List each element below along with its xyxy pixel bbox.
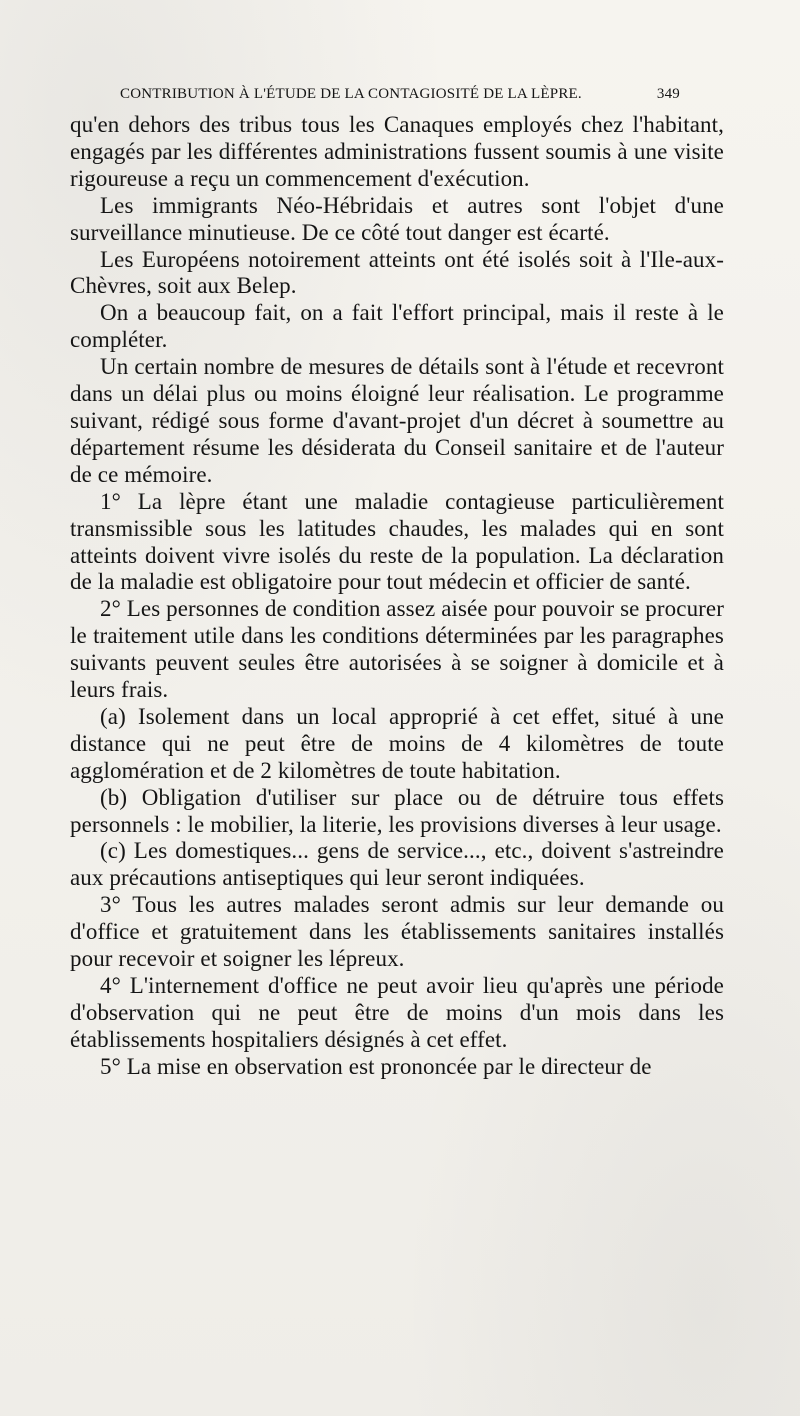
paragraph-continuation: qu'en dehors des tribus tous les Canaques employés chez l'habitant, engagés par les différentes administrations fussent soumis à une visite rigoureuse a reçu un commencement d'exécution.	[70, 112, 724, 191]
paragraph-item-1: 1° La lèpre étant une maladie contagieuse particulièrement transmissible sous les latitudes chaudes, les malades qui en sont atteints doivent vivre isolés du reste de la population. La déclaration de la maladie est obligatoire pour tout médecin et officier de santé.	[70, 488, 724, 595]
body-text	[70, 112, 724, 1081]
paragraph-measures: Un certain nombre de mesures de détails sont à l'étude et recevront dans un délai plus ou moins éloigné leur réalisation. Le programme suivant, rédigé sous forme d'avant-projet d'un décret à soumettre au département résume les désiderata du Conseil sanitaire et de l'auteur de ce mémoire.	[70, 354, 724, 487]
paragraph-item-a: (a) Isolement dans un local approprié à cet effet, situé à une distance qui ne peut être de moins de 4 kilomètres de toute agglomération et de 2 kilomètres de toute habitation.	[70, 703, 724, 783]
paragraph-item-5: 5° La mise en observation est prononcée par le directeur de	[100, 1053, 652, 1079]
paragraph-item-2: 2° Les personnes de condition assez aisée pour pouvoir se procurer le traitement utile dans les conditions déterminées par les paragraphes suivants peuvent seules être autorisées à se soigner à domicile et à leurs frais.	[70, 596, 724, 703]
paragraph-europeans: Les Européens notoirement atteints ont été isolés soit à l'Ile-aux-Chèvres, soit aux Belep.	[70, 246, 724, 299]
running-title: CONTRIBUTION À L'ÉTUDE DE LA CONTAGIOSITÉ DE LA LÈPRE.	[120, 86, 582, 102]
paragraph-item-c: (c) Les domestiques... gens de service..., etc., doivent s'astreindre aux précautions antiseptiques qui leur seront indiquées.	[70, 838, 724, 891]
paragraph-item-3: 3° Tous les autres malades seront admis sur leur demande ou d'office et gratuitement dans les établissements sanitaires installés pour recevoir et soigner les lépreux.	[70, 892, 724, 972]
paragraph-immigrants: Les immigrants Néo-Hébridais et autres sont l'objet d'une surveillance minutieuse. De ce côté tout danger est écarté.	[70, 192, 724, 245]
paragraph-item-4: 4° L'internement d'office ne peut avoir lieu qu'après une période d'observation qui ne peut être de moins d'un mois dans les établissements hospitaliers désignés à cet effet.	[70, 973, 724, 1052]
page-number: 349	[656, 86, 680, 102]
paragraph-effort: On a beaucoup fait, on a fait l'effort principal, mais il reste à le compléter.	[70, 300, 724, 353]
paragraph-item-b: (b) Obligation d'utiliser sur place ou de détruire tous effets personnels : le mobilier, la literie, les provisions diverses à leur usage.	[70, 784, 724, 837]
running-header	[120, 86, 680, 103]
